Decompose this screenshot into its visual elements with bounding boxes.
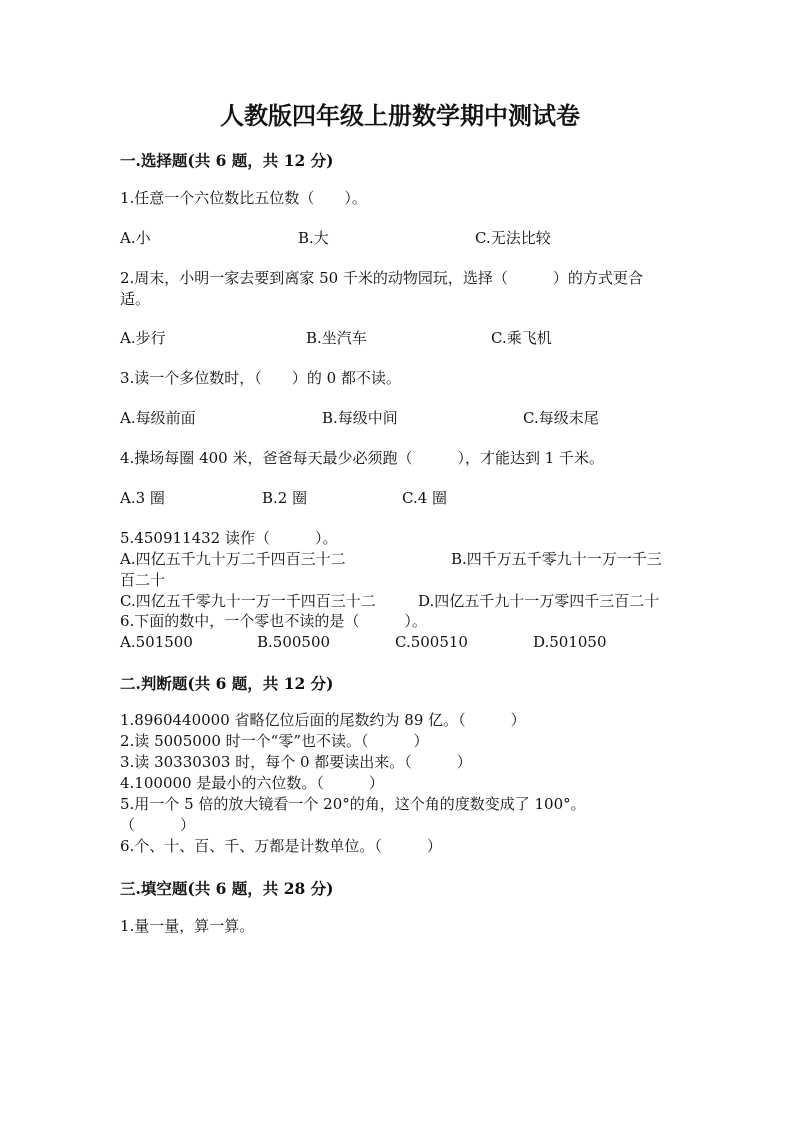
judgement-item: 2.读 5005000 时一个“零”也不读。（ ） [120,732,429,750]
judgement-item: 1.8960440000 省略亿位后面的尾数约为 89 亿。（ ） [120,711,526,729]
option-d: D.501050 [533,633,607,651]
section-heading-true-false: 二.判断题(共 6 题，共 12 分) [120,674,334,693]
option-b: B.坐汽车 [306,329,367,347]
option-a: A.501500 [120,633,193,651]
question-text: 1.任意一个六位数比五位数（ ）。 [120,189,367,207]
option-b: B.四千万五千零九十一万一千三 [451,550,662,568]
option-a: A.四亿五千九十万二千四百三十二 [120,550,346,568]
judgement-item: 3.读 30330303 时，每个 0 都要读出来。（ ） [120,753,472,771]
option-c: C.每级末尾 [523,409,599,427]
option-a: A.小 [120,229,151,247]
option-a: A.3 圈 [120,489,165,507]
option-c: C.4 圈 [402,489,448,507]
option-c: C.四亿五千零九十一万一千四百三十二 [120,592,376,610]
option-b: B.500500 [257,633,331,651]
option-c: C.500510 [395,633,468,651]
option-b: B.2 圈 [262,489,308,507]
option-c: C.无法比较 [475,229,551,247]
judgement-item-continued: （ ） [120,816,196,834]
option-b: B.每级中间 [322,409,398,427]
option-c: C.乘飞机 [491,329,552,347]
page-title: 人教版四年级上册数学期中测试卷 [220,101,580,130]
option-b-continued: 百二十 [120,571,166,589]
judgement-item: 5.用一个 5 倍的放大镜看一个 20°的角，这个角的度数变成了 100°。 [120,795,586,813]
judgement-item: 4.100000 是最小的六位数。（ ） [120,774,384,792]
question-text: 1.量一量，算一算。 [120,917,255,935]
option-a: A.每级前面 [120,409,196,427]
question-text: 2.周末，小明一家去要到离家 50 千米的动物园玩，选择（ ）的方式更合 [120,269,643,287]
question-text: 4.操场每圈 400 米，爸爸每天最少必须跑（ ），才能达到 1 千米。 [120,449,605,467]
judgement-item: 6.个、十、百、千、万都是计数单位。（ ） [120,837,442,855]
question-text: 6.下面的数中，一个零也不读的是（ ）。 [120,612,427,630]
section-heading-choice: 一.选择题(共 6 题，共 12 分) [120,151,334,170]
option-d: D.四亿五千九十一万零四千三百二十 [418,592,660,610]
option-a: A.步行 [120,329,166,347]
section-heading-fill-in: 三.填空题(共 6 题，共 28 分) [120,879,334,898]
question-text: 3.读一个多位数时，（ ）的 0 都不读。 [120,369,401,387]
question-text-continued: 适。 [120,290,151,308]
option-b: B.大 [298,229,329,247]
question-text: 5.450911432 读作（ ）。 [120,529,338,547]
